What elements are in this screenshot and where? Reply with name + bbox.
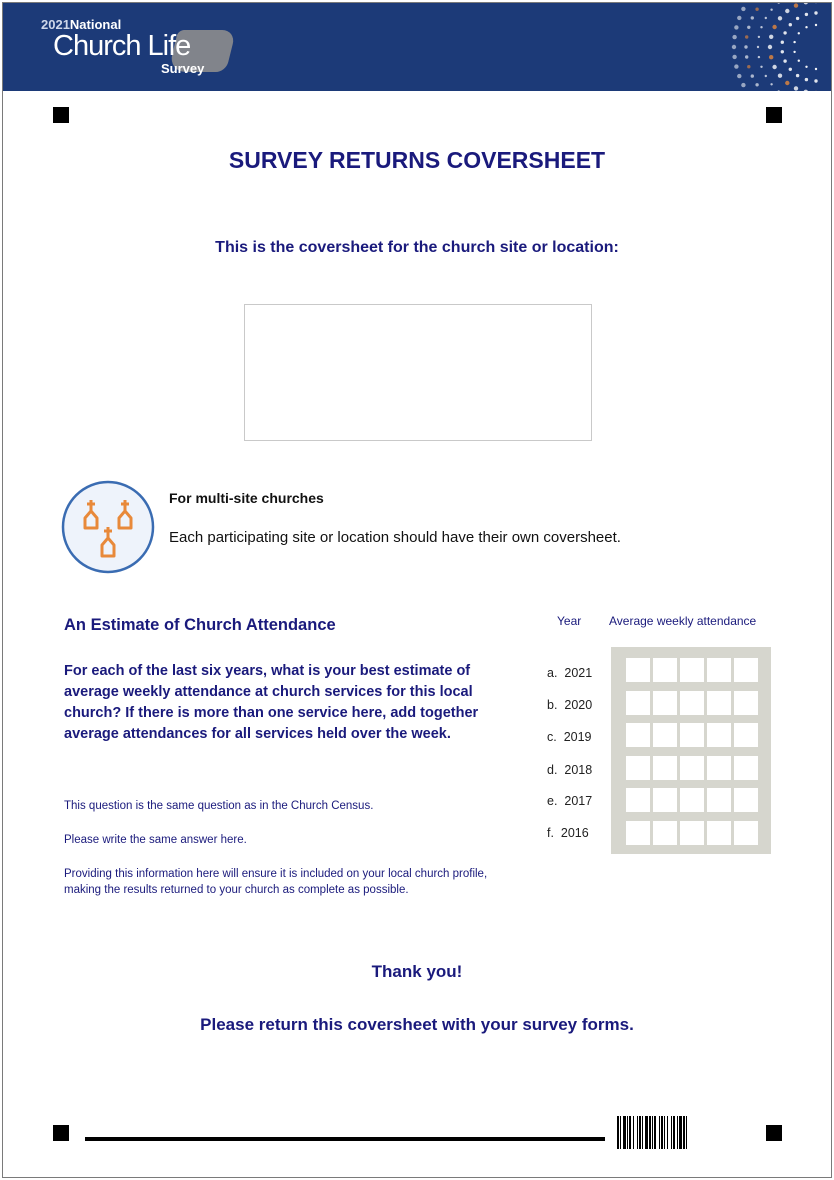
churches-icon xyxy=(61,480,155,574)
year-row-label: f. 2016 xyxy=(547,826,589,840)
attendance-digit-box[interactable] xyxy=(734,788,758,812)
attendance-digit-box[interactable] xyxy=(626,723,650,747)
attendance-digit-box[interactable] xyxy=(653,691,677,715)
registration-mark xyxy=(53,1125,69,1141)
column-header-attendance: Average weekly attendance xyxy=(609,614,757,628)
attendance-grid xyxy=(611,647,771,854)
attendance-digit-box[interactable] xyxy=(680,756,704,780)
year-row-label: e. 2017 xyxy=(547,794,593,808)
logo-sub: Survey xyxy=(161,61,205,76)
year-row-label: c. 2019 xyxy=(547,730,592,744)
registration-mark xyxy=(766,107,782,123)
attendance-digit-box[interactable] xyxy=(734,691,758,715)
coversheet-page xyxy=(2,2,832,1178)
logo-main: Church Life xyxy=(53,30,191,62)
attendance-digit-box[interactable] xyxy=(626,821,650,845)
attendance-digit-box[interactable] xyxy=(680,723,704,747)
attendance-digit-box[interactable] xyxy=(653,658,677,682)
attendance-digit-box[interactable] xyxy=(707,821,731,845)
attendance-digit-box[interactable] xyxy=(734,756,758,780)
page-title: SURVEY RETURNS COVERSHEET xyxy=(228,147,606,173)
attendance-digit-box[interactable] xyxy=(653,821,677,845)
decorative-dots-icon xyxy=(591,3,831,91)
note-line: Please write the same answer here. xyxy=(64,834,247,846)
year-row-label: b. 2020 xyxy=(547,698,593,712)
logo-year: 2021National xyxy=(41,17,122,32)
note-line: This question is the same question as in the Church Census. xyxy=(64,800,374,812)
attendance-digit-box[interactable] xyxy=(653,756,677,780)
attendance-digit-box[interactable] xyxy=(680,658,704,682)
attendance-digit-box[interactable] xyxy=(653,788,677,812)
site-subtitle: This is the coversheet for the church site or location: xyxy=(215,239,619,256)
site-name-box[interactable] xyxy=(244,304,592,441)
attendance-digit-box[interactable] xyxy=(707,691,731,715)
attendance-digit-box[interactable] xyxy=(707,788,731,812)
header-banner xyxy=(3,3,831,91)
return-instruction: Please return this coversheet with your survey forms. xyxy=(200,1015,634,1034)
attendance-digit-box[interactable] xyxy=(734,821,758,845)
attendance-digit-box[interactable] xyxy=(680,691,704,715)
estimate-question: For each of the last six years, what is your best estimate of average weekly attendance at church services for this local church? If there is more than one service here, add together average attendances for all services held over the week. xyxy=(64,663,479,742)
attendance-digit-box[interactable] xyxy=(707,658,731,682)
year-row-label: a. 2021 xyxy=(547,666,593,680)
attendance-digit-box[interactable] xyxy=(626,691,650,715)
estimate-title: An Estimate of Church Attendance xyxy=(64,616,336,634)
bottom-rule xyxy=(85,1137,605,1141)
thank-you-text: Thank you! xyxy=(371,962,463,981)
registration-mark xyxy=(766,1125,782,1141)
attendance-digit-box[interactable] xyxy=(734,723,758,747)
attendance-digit-box[interactable] xyxy=(680,821,704,845)
multisite-text: Each participating site or location should have their own coversheet. xyxy=(169,529,621,546)
registration-mark xyxy=(53,107,69,123)
attendance-digit-box[interactable] xyxy=(626,756,650,780)
column-header-year: Year xyxy=(557,614,582,628)
attendance-digit-box[interactable] xyxy=(734,658,758,682)
attendance-digit-box[interactable] xyxy=(707,756,731,780)
note-line: Providing this information here will ensure it is included on your local church profile, making the results returned to your church as complete as possible. xyxy=(64,868,488,896)
attendance-digit-box[interactable] xyxy=(707,723,731,747)
multisite-heading: For multi-site churches xyxy=(169,490,324,506)
attendance-digit-box[interactable] xyxy=(626,658,650,682)
attendance-digit-box[interactable] xyxy=(626,788,650,812)
year-row-label: d. 2018 xyxy=(547,763,593,777)
attendance-digit-box[interactable] xyxy=(653,723,677,747)
attendance-digit-box[interactable] xyxy=(680,788,704,812)
barcode-icon xyxy=(617,1116,745,1149)
